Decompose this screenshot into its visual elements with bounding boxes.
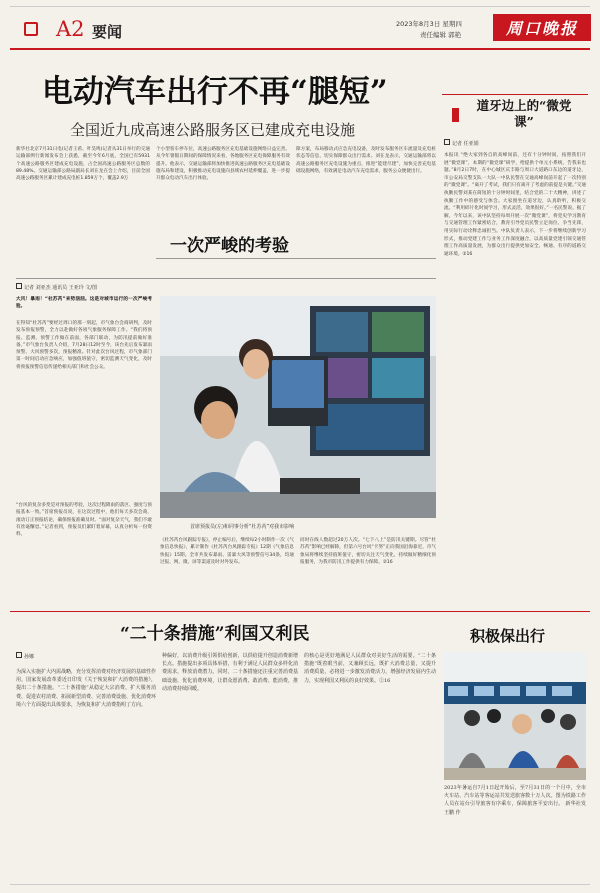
- side-bottom-caption: 2023年暑运自7月1日起开始后，至7月31日的一个月中，全市火车站、汽车站等客运站共发送旅客数十万人次。图为铁路工作人员在站台引导旅客有序乘车，保障旅客平安出行。 新华社发 王鹏 作: [444, 785, 586, 816]
- bottom-byline-marker-icon: [16, 652, 22, 658]
- feature-intro: 大风！暴雨！“杜苏芮”来势汹汹。这是对城市运行的一次严峻考验。: [16, 297, 152, 310]
- lead-headline: 电动汽车出行不再“腿短”: [42, 74, 388, 110]
- bottom-headline: “二十条措施”利国又利民: [120, 624, 310, 644]
- issue-date: 2023年8月3日 星期四: [396, 20, 462, 28]
- masthead-top-rule: [10, 6, 590, 7]
- bottom-byline: [16, 652, 96, 660]
- column-byline-marker-icon: [444, 139, 450, 145]
- page-marker-icon: [24, 22, 38, 36]
- section-name: 要闻: [92, 23, 123, 41]
- feature-headline-rule: [156, 258, 436, 259]
- feature-photo-drawing: [160, 296, 436, 518]
- feature-photo: [160, 296, 436, 518]
- byline-marker-icon: [16, 283, 22, 289]
- bottom-col-2: 种偏好，以消费升级引领供给创新，以供给提升创造消费新增长点。措施提出多项具体举措，有利于满足人民群众多样化消费需求，释放消费潜力。同时，二十条措施还注重完善消费基础设施、优化消费环境，让群众愿消费、敢消费、能消费，推动消费持续回暖。: [162, 653, 298, 692]
- paper-logo-text: 周口晚报: [505, 19, 578, 38]
- lead-subhead: 全国近九成高速公路服务区已建成充电设施: [70, 121, 356, 139]
- feature-headline: 一次严峻的考验: [170, 236, 289, 256]
- lead-col-2: 个小型客车停车位，高速公路服务区充电基础设施网络日益完善。从今年暑假日期间的保障情况来看，各地服务区充电保障服务有效提升。他表示，交通运输部将加快推进高速公路服务区充电基础设施布局和建设，积极推动充电设施向县域农村延伸覆盖，进一步提升群众电动汽车出行体验。: [156, 147, 290, 182]
- page-number: A2: [56, 17, 85, 41]
- column-marker-icon: [452, 108, 459, 122]
- feature-col-2: 《杜苏芮台风跟踪专报》，停止编号后，继续每2小时制作一次《气象信息快报》，累计制作《杜苏芮台风跟踪专报》12期《气象信息快报》15期。全市共发布暴雨、雷暴大风等预警信号34条，均通过报、网、微、屏等渠道及时对外发布。: [160, 538, 294, 565]
- feature-byline: [16, 283, 156, 293]
- masthead-rule: [10, 48, 590, 50]
- lead-col-1: 新华社北京7月31日电(记者王希、叶昊鸣)记者从31日举行的交通运输部例行新闻发布会上获悉，截至今年6月底，全国已有5931个高速公路服务区建成充电设施，占全国高速公路服务区总数的89.48%。交通运输部公路局副局长刘在龙在会上介绍，目前全国高速公路服务区累计建成充电桩1.859万个，覆盖2.9万: [16, 147, 150, 182]
- feature-photo-caption: 首席预报员(左)和同事分析“杜苏芮”对我市影响: [190, 524, 295, 530]
- bottom-col-1: 为深入实施扩大内需战略，充分发挥消费对经济发展的基础性作用，国家发展改革委近日印发《关于恢复和扩大消费的措施》，提出二十条措施。“二十条措施”从稳定大宗消费、扩大服务消费、促进农村消费、拓展新型消费、完善消费设施、优化消费环境六个方面提出具体要求，为恢复和扩大消费指明了方向。: [16, 669, 156, 708]
- editors: 责任编辑 郭艳: [420, 31, 462, 39]
- lead-col-3: 障方案，布局移动式应急充电设备，及时发布服务区车流量及充电桩状态等信息，切实保障群众出行需求。刘在龙表示，交通运输部将以高速公路服务区充电设施为重点，推进“能建尽建”，加快完善充电基础设施网络，有效满足电动汽车充电需求，服务公众便捷出行。: [296, 147, 436, 174]
- feature-col-3: 同时在线人数超过20万人次。“七下八上”是防汛关键期。尽管“杜苏芮”影响已经解除，但第六号台风“卡努”正向我国沿海靠近，市气象局将继续坚持值班值守，密切关注天气变化，持续做好精细化预报服务，为我市防汛工作提供有力保障。②16: [300, 538, 436, 565]
- side-bottom-rule: [442, 611, 588, 612]
- lead-divider: [16, 278, 436, 279]
- column-body: 本报讯 “绝大家到各自的高峰岗前，还有十分钟时间，按照我们开展“微党课”，本期的“微党课”研学，给提供个单元小系统，告我来也题。”8月2日7时，在中心城区庆丰路与周口大道路口东边的道牙边，市公安局交警支队一大队一中队民警在交通高峰岗前开起了一次特别的“微党课”。“离开了考试，我们只有离开了考虑的前提是关键。”交通执勤民警刘某在简短的十分钟时间里，结合党的二十大精神，讲述了执勤工作中的感受与体会。大家围坐在道牙边，认真聆听，积极交流。“利用碎片化时间学习，形式灵活，效果很好。”一名民警说。据了解，今年以来，该中队坚持每周开展一次“微党课”，将党史学习教育与交通管理工作紧密结合，教育引导党员民警立足岗位、争当先锋，用实际行动诠释忠诚担当。中队负责人表示，下一步将继续创新学习形式，推动党建工作与业务工作深度融合，以高质量党建引领交通管理工作高质量发展，为群众出行提供更加安全、畅通、有序的道路交通环境。②16: [444, 153, 586, 257]
- column-top-rule: [442, 94, 588, 95]
- masthead: [0, 0, 600, 60]
- side-bottom-photo-drawing: [444, 652, 586, 780]
- bottom-byline-text: 孙娜: [24, 654, 35, 660]
- bottom-col-3: 的核心是更好地满足人民群众对美好生活的需要。“二十条措施”既着眼当前，又兼顾长远，既扩大消费总量，又提升消费质量，必将进一步激发消费活力，增强经济发展内生动力，实现利国又利民的良好效果。②16: [304, 653, 436, 684]
- page-bottom-rule: [10, 884, 590, 885]
- column-byline: [444, 139, 584, 147]
- column-byline-text: 记者 任亚娟: [452, 141, 479, 147]
- side-bottom-photo: [444, 652, 586, 780]
- column-headline: 道牙边上的“微党课”: [476, 98, 572, 129]
- paper-logo: [493, 14, 591, 41]
- side-bottom-headline: 积极保出行: [470, 627, 546, 645]
- feature-byline-text: 记者 刘亚杰 通讯员 王亚玲 文/图: [24, 285, 98, 291]
- feature-body-2: “台风的复杂多变是对预报的考验，这次过程降雨的落区、强度与预报基本一致。”首席预报员说，在这次过程中，他们每天多次会商，滚动订正预报结论，确保预报准确及时。“面对复杂天气，我们不敢有丝毫懈怠。”记者看到，预报员们紧盯着屏幕，认真分析每一份资料。: [16, 503, 152, 538]
- feature-body-1: 在得知“杜苏芮”要经过周口的那一刻起，市气象台会商研判，及时发布预报预警，全力以赴做好各项气象服务保障工作。“我们将预报、监测、预警工作做在前面，各部门联动，为防汛提前做好准备。”市气象台负责人介绍，7月28日12时至今，该台先后发布暴雨预警、大风预警多次，预报精准。针对此次台风过程，市气象部门第一时间启动应急响应，加强值班值守，密切监测天气变化，及时将预报预警信息传递给相关部门和社会公众。: [16, 321, 152, 370]
